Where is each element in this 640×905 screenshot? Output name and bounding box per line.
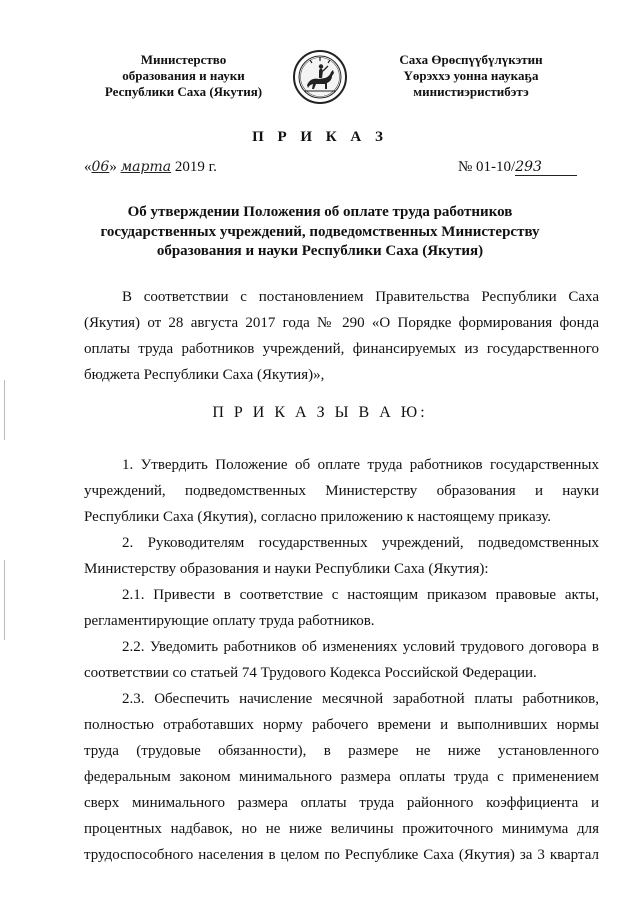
- item-line: 2.2. Уведомить работников об изменениях условий трудового договора в: [122, 639, 599, 655]
- ministry-name-sakha: [386, 52, 556, 100]
- header-right-line: Үөрэххэ уонна наукаҕа: [403, 68, 539, 83]
- header-right-line: министиэристибэтэ: [413, 84, 529, 99]
- item-line: трудоспособного населения в целом по Республике Саха (Якутия) за 3 квартал: [84, 847, 599, 863]
- item-line: полностью отработавших норму рабочего времени и выполнивших нормы: [84, 717, 599, 733]
- preamble-line: бюджета Республики Саха (Якутия)»,: [84, 367, 325, 383]
- item-1-paragraph: [84, 452, 599, 530]
- header-right-line: Саха Өрөспүүбүлүкэтин: [399, 52, 543, 67]
- preamble-line: оплаты труда работников учреждений, финансируемых из государственного: [84, 341, 599, 357]
- date-month-handwritten: марта: [120, 159, 172, 175]
- subject-line: Об утверждении Положения об оплате труда работников: [127, 204, 513, 220]
- header-left-line: образования и науки: [122, 68, 245, 83]
- date-quote-close: »: [109, 159, 117, 175]
- order-number-prefix: № 01-10/: [458, 159, 516, 175]
- preamble-paragraph: [84, 284, 599, 388]
- subject-line: образования и науки Республики Саха (Якутия): [156, 243, 484, 259]
- coat-of-arms-icon: [292, 49, 348, 105]
- preamble-line: В соответствии с постановлением Правительства Республики Саха: [122, 289, 599, 305]
- ministry-name-russian: [96, 52, 271, 100]
- preamble-line: (Якутия) от 28 августа 2017 года № 290 «О Порядке формирования фонда: [84, 315, 599, 331]
- item-line: труда (трудовые обязанности), в размере не ниже установленного: [84, 743, 599, 759]
- date-day-handwritten: 06: [91, 159, 110, 175]
- document-title: П Р И К А З: [252, 129, 388, 145]
- item-line: Министерству образования и науки Республики Саха (Якутия):: [84, 561, 489, 577]
- date-year: 2019 г.: [174, 159, 217, 175]
- item-line: регламентирующие оплату труда работников.: [84, 613, 375, 629]
- item-line: процентных надбавок, но не ниже величины прожиточного минимума для: [84, 821, 599, 837]
- item-line: федеральным законом минимального размера оплаты труда с применением: [84, 769, 599, 785]
- item-line: 2. Руководителям государственных учреждений, подведомственных: [122, 535, 599, 551]
- order-subject: [80, 203, 560, 262]
- item-line: сверх минимального размера оплаты труда районного коэффициента и: [84, 795, 599, 811]
- item-line: соответствии со статьей 74 Трудового Кодекса Российской Федерации.: [84, 665, 537, 681]
- item-2-2-paragraph: [84, 634, 599, 686]
- subject-line: государственных учреждений, подведомственных Министерству: [100, 223, 540, 240]
- item-line: учреждений, подведомственных Министерству образования и науки: [84, 483, 599, 499]
- item-2-3-paragraph: [84, 686, 599, 868]
- header-left-line: Министерство: [140, 52, 227, 67]
- date-quote-open: «: [84, 159, 92, 175]
- order-directive-word: П Р И К А З Ы В А Ю:: [212, 404, 428, 421]
- order-number: [458, 159, 577, 176]
- order-date: [84, 159, 217, 176]
- item-line: Республики Саха (Якутия), согласно приложению к настоящему приказу.: [84, 509, 551, 525]
- header-left-line: Республики Саха (Якутия): [104, 84, 263, 99]
- item-2-1-paragraph: [84, 582, 599, 634]
- item-line: 2.3. Обеспечить начисление месячной заработной платы работников,: [122, 691, 599, 707]
- item-2-paragraph: [84, 530, 599, 582]
- item-line: 2.1. Привести в соответствие с настоящим приказом правовые акты,: [122, 587, 599, 603]
- scan-edge-mark: [4, 560, 5, 640]
- order-number-handwritten: 293: [515, 159, 577, 176]
- item-line: 1. Утвердить Положение об оплате труда работников государственных: [122, 457, 599, 473]
